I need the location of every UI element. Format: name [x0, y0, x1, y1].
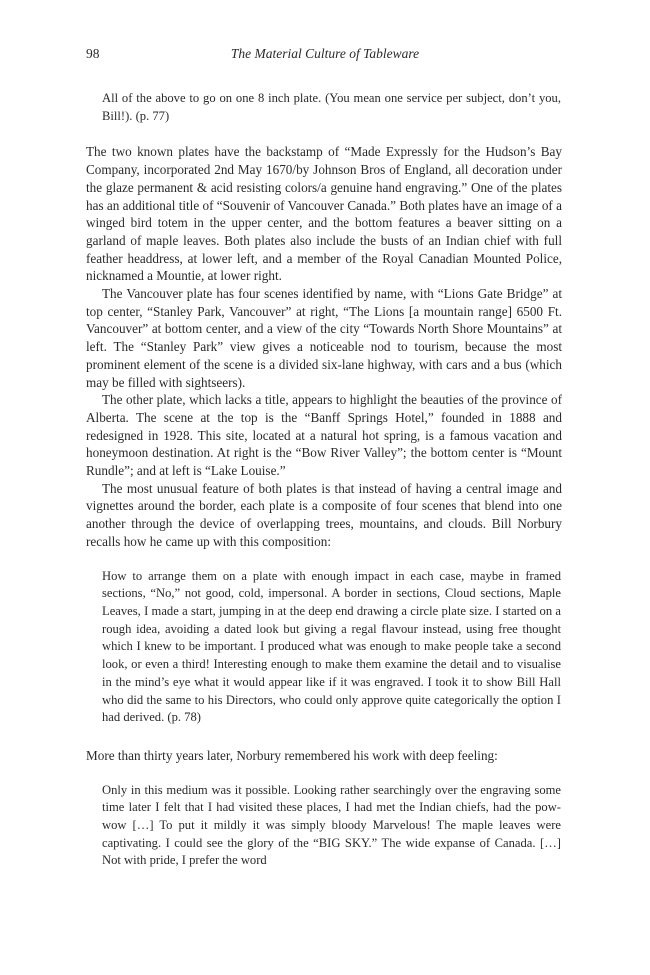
- paragraph-5: More than thirty years later, Norbury remembered his work with deep feeling:: [86, 747, 498, 763]
- page-number: 98: [86, 46, 100, 61]
- paragraph-1: The two known plates have the backstamp of “Made Expressly for the Hudson’s Bay Company, incorporated 2nd May 1670/by Johnson Bros of England, all decoration under the glaze permanent & acid resisting colors/a genuine hand engraving.” One of the plates has an additional title of “Souvenir of Vancouver Canada.” Both plates have an image of a winged bird totem in the upper center, and the bottom features a beaver sitting on a garland of maple leaves. Both plates also include the busts of an Indian chief with full feather headdress, at lower left, and a member of the Royal Canadian Mounted Police, nicknamed a Mountie, at lower right.: [86, 144, 562, 284]
- block-quote-1: All of the above to go on one 8 inch plate. (You mean one service per subject, don’t you, Bill!). (p. 77): [102, 91, 561, 123]
- paragraph-4: The most unusual feature of both plates is that instead of having a central image and vignettes around the border, each plate is a composite of four scenes that blend into one another through the device of overlapping trees, mountains, and clouds. Bill Norbury recalls how he came up with this composition:: [86, 480, 562, 549]
- running-title: The Material Culture of Tableware: [230, 46, 420, 61]
- paragraph-2: The Vancouver plate has four scenes identified by name, with “Lions Gate Bridge” at top center, “Stanley Park, Vancouver” at right, “The Lions [a mountain range] 6500 Ft. Vancouver” at bottom center, and a view of the city “Towards North Shore Mountains” at left. The “Stanley Park” view gives a noticeable nod to tourism, because the most prominent element of the scene is a divided six-lane highway, with cars and a bus (which may be filled with sightseers).: [86, 286, 562, 390]
- body-text: [86, 90, 562, 870]
- block-quote-2: How to arrange them on a plate with enough impact in each case, maybe in framed sections, “No,” not good, cold, impersonal. A border in sections, Cloud sections, Maple Leaves, I made a start, jumping in at the deep end drawing a circle plate size. I started on a rough idea, avoiding a dated look but giving a regal flavour instead, using free thought which I knew to be important. I produced what was enough to make people take a second look, or even a third! Interesting enough to make them examine the detail and to visualise in the mind’s eye what it would appear like if it was engraved. I took it to show Bill Hall who did the same to his Directors, who could only approve quite categorically the option I had derived. (p. 78): [102, 568, 561, 725]
- block-quote-3: Only in this medium was it possible. Looking rather searchingly over the engraving some time later I felt that I had visited these places, I had met the Indian chiefs, had the pow-wow […] To put it mildly it was simply bloody Marvelous! The maple leaves were captivating. I could see the glory of the “BIG SKY.” The wide expanse of Canada. […] Not with pride, I prefer the word: [102, 782, 561, 868]
- running-head: [86, 46, 564, 66]
- paragraph-3: The other plate, which lacks a title, appears to highlight the beauties of the province of Alberta. The scene at the top is the “Banff Springs Hotel,” founded in 1888 and redesigned in 1928. This site, located at a natural hot spring, is a famous vacation and honeymoon destination. At right is the “Bow River Valley”; the bottom center is “Mount Rundle”; and at left is “Lake Louise.”: [86, 392, 562, 479]
